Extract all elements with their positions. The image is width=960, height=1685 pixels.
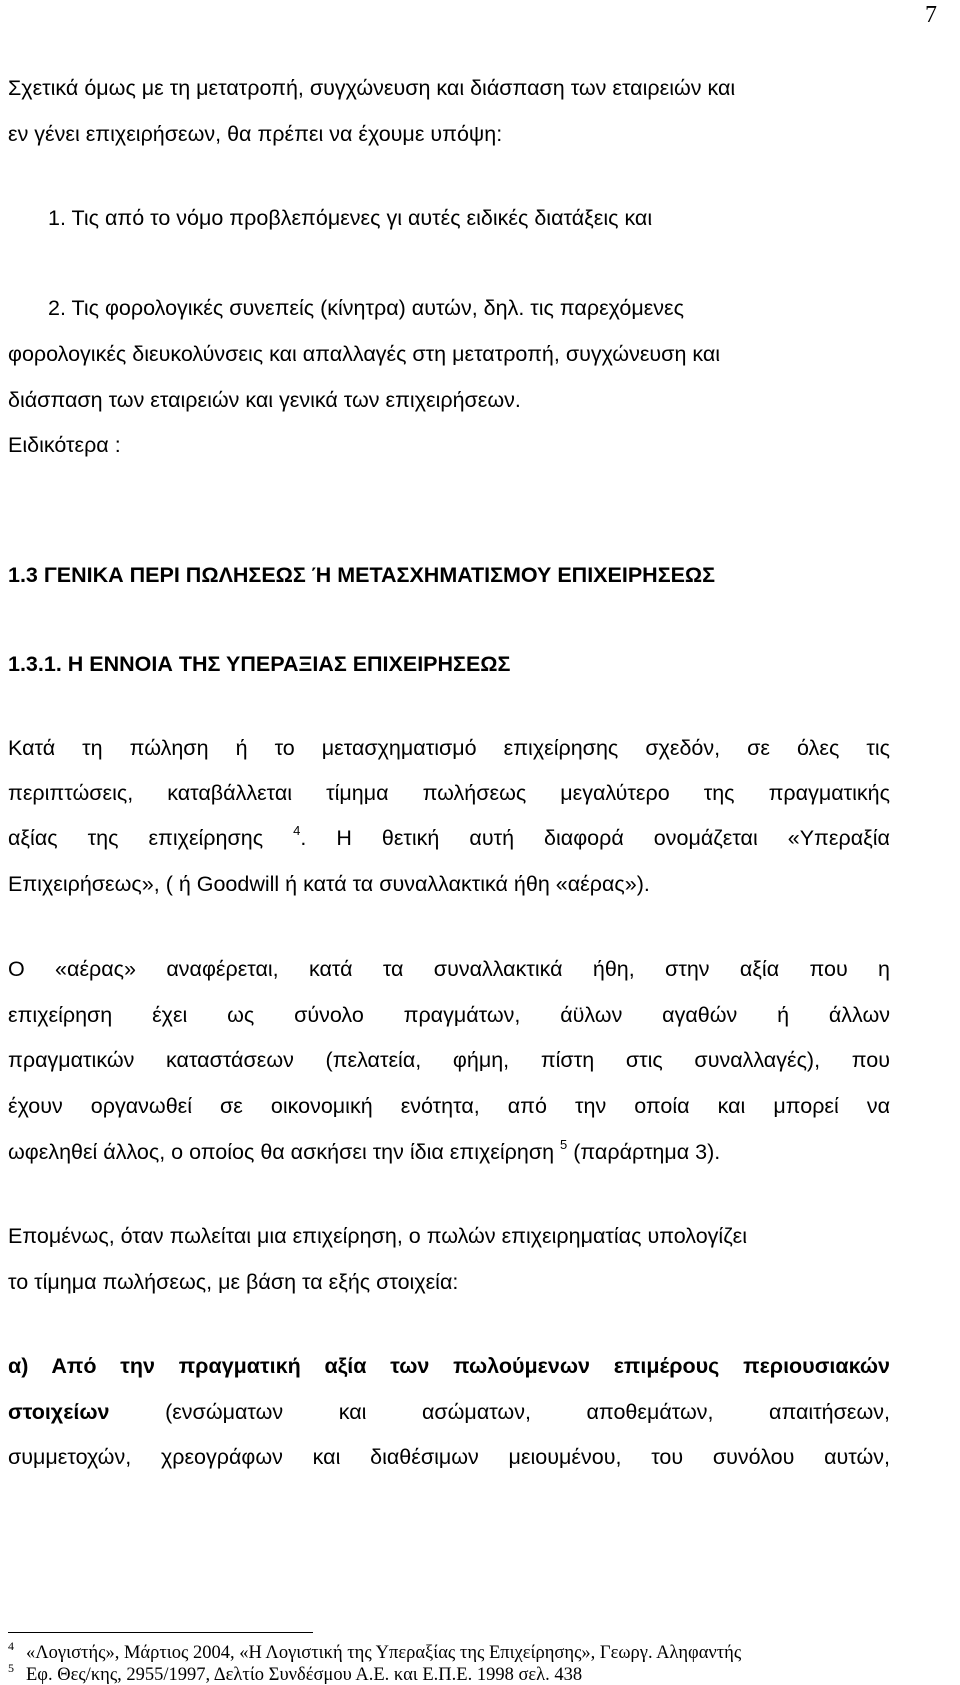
paragraph-line: επιχείρηση έχει ως σύνολο πραγμάτων, άϋλων αγαθών ή άλλων	[8, 1003, 890, 1027]
footnote-text: «Λογιστής», Μάρτιος 2004, «Η Λογιστική της Υπεραξίας της Επιχείρησης», Γεωργ. Αληφαντής	[26, 1643, 742, 1663]
list-item-continuation: Ειδικότερα :	[8, 433, 121, 457]
text-span: αξίας της επιχείρησης	[8, 826, 264, 850]
paragraph-line: Επιχειρήσεως», ( ή Goodwill ή κατά τα συναλλακτικά ήθη «αέρας»).	[8, 872, 650, 896]
list-item-continuation: διάσπαση των εταιρειών και γενικά των επιχειρήσεων.	[8, 388, 521, 412]
paragraph-line	[8, 1137, 721, 1164]
text-span: . Η θετική αυτή διαφορά ονομάζεται «Υπεραξία	[300, 826, 890, 850]
page-number: 7	[925, 2, 937, 28]
paragraph-line: περιπτώσεις, καταβάλλεται τίμημα πωλήσεως μεγαλύτερο της πραγματικής	[8, 781, 890, 805]
text-span: ωφεληθεί άλλος, ο οποίος θα ασκήσει την ίδια επιχείρηση	[8, 1140, 555, 1164]
list-item: 1. Τις από το νόμο προβλεπόμενες γι αυτές ειδικές διατάξεις και	[48, 206, 653, 230]
subsection-heading: 1.3.1. Η ΕΝΝΟΙΑ ΤΗΣ ΥΠΕΡΑΞΙΑΣ ΕΠΙΧΕΙΡΗΣΕΩΣ	[8, 652, 511, 676]
footnote-ref: 4	[293, 823, 301, 838]
footnote-mark: 4	[8, 1639, 14, 1653]
paragraph-line-bold: α) Από την πραγματική αξία των πωλούμενων επιμέρους περιουσιακών	[8, 1354, 890, 1378]
text-span: (παράρτημα 3).	[567, 1140, 721, 1164]
footnote-mark: 5	[8, 1661, 14, 1675]
list-item-continuation: φορολογικές διευκολύνσεις και απαλλαγές στη μετατροπή, συγχώνευση και	[8, 342, 721, 366]
list-item: 2. Τις φορολογικές συνεπείς (κίνητρα) αυτών, δηλ. τις παρεχόμενες	[48, 296, 684, 320]
intro-line: εν γένει επιχειρήσεων, θα πρέπει να έχουμε υπόψη:	[8, 122, 503, 146]
paragraph-line: έχουν οργανωθεί σε οικονομική ενότητα, από την οποία και μπορεί να	[8, 1094, 890, 1118]
paragraph-line: Κατά τη πώληση ή το μετασχηματισμό επιχείρησης σχεδόν, σε όλες τις	[8, 736, 890, 760]
paragraph-line: Επομένως, όταν πωλείται μια επιχείρηση, ο πωλών επιχειρηματίας υπολογίζει	[8, 1224, 748, 1248]
paragraph-line	[8, 823, 890, 850]
text-span: (ενσώματων και ασώματων, αποθεμάτων, απαιτήσεων,	[165, 1400, 890, 1424]
footnote	[8, 1639, 742, 1663]
footnote-separator	[8, 1632, 313, 1633]
paragraph-line: συμμετοχών, χρεογράφων και διαθέσιμων μειουμένου, του συνόλου αυτών,	[8, 1445, 890, 1469]
footnote-text: Εφ. Θες/κης, 2955/1997, Δελτίο Συνδέσμου Α.Ε. και Ε.Π.Ε. 1998 σελ. 438	[26, 1665, 583, 1685]
paragraph-line: το τίμημα πωλήσεως, με βάση τα εξής στοιχεία:	[8, 1270, 459, 1294]
bold-text: στοιχείων	[8, 1400, 110, 1424]
footnote-ref: 5	[560, 1137, 568, 1152]
intro-line: Σχετικά όμως με τη μετατροπή, συγχώνευση και διάσπαση των εταιρειών και	[8, 76, 736, 100]
section-heading: 1.3 ΓΕΝΙΚΑ ΠΕΡΙ ΠΩΛΗΣΕΩΣ Ή ΜΕΤΑΣΧΗΜΑΤΙΣΜΟΥ ΕΠΙΧΕΙΡΗΣΕΩΣ	[8, 563, 716, 587]
paragraph-line: πραγματικών καταστάσεων (πελατεία, φήμη, πίστη στις συναλλαγές), που	[8, 1048, 890, 1072]
paragraph-line	[8, 1402, 890, 1424]
paragraph-line: Ο «αέρας» αναφέρεται, κατά τα συναλλακτικά ήθη, στην αξία που η	[8, 957, 890, 981]
